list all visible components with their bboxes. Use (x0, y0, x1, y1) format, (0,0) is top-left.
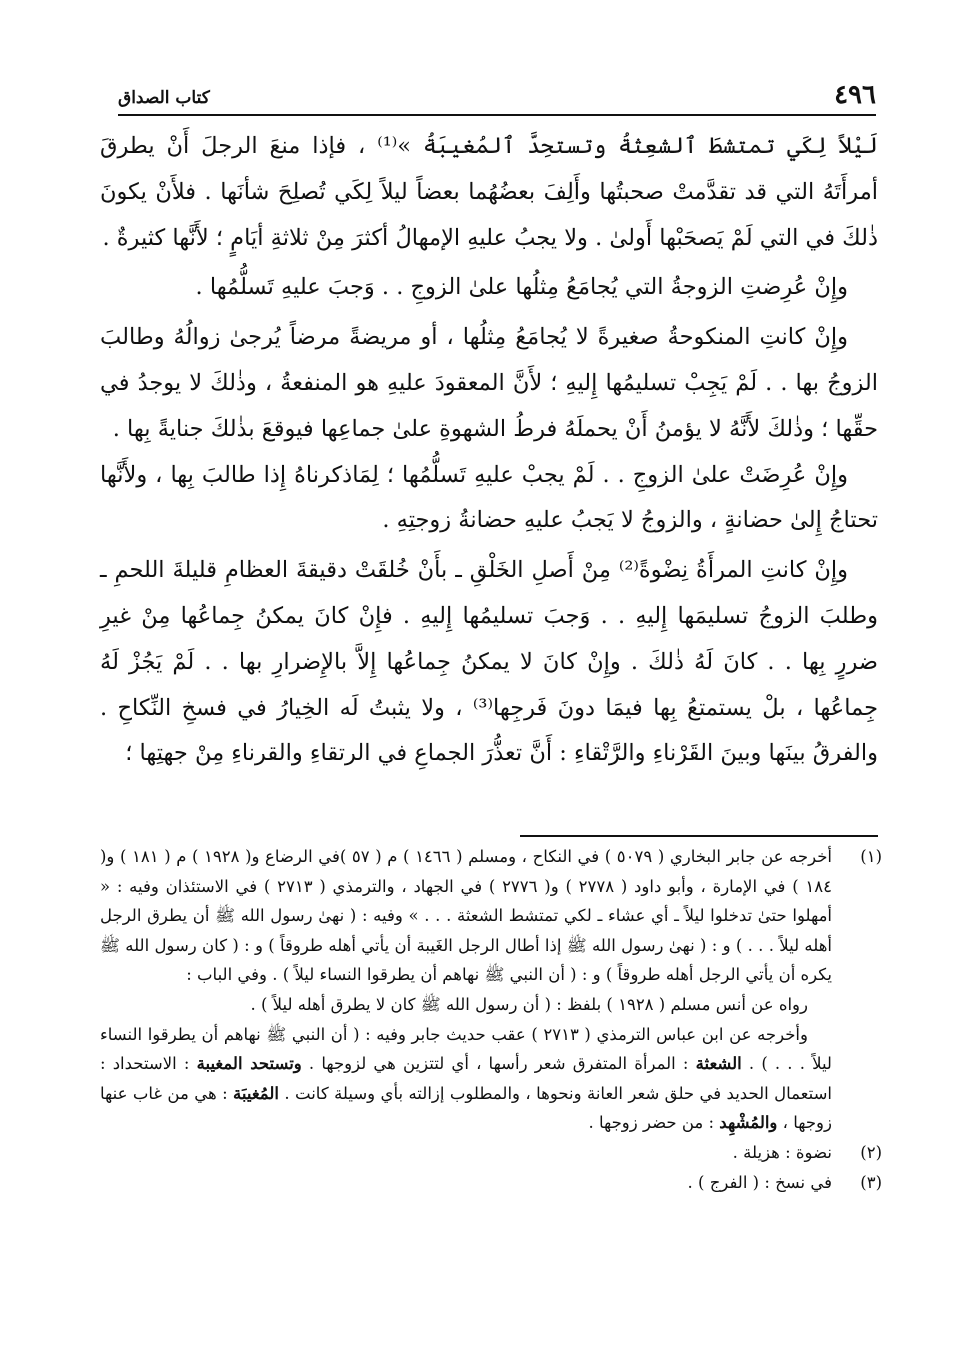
footnotes (100, 842, 882, 1197)
footnote-text (100, 1020, 832, 1138)
glossary-term: وتستحد المغيبة (196, 1054, 302, 1074)
main-text (100, 124, 878, 777)
footnote-1 (100, 842, 882, 1138)
footnote-text: نضوة : هزيلة . (732, 1142, 832, 1162)
footnote-body (100, 842, 832, 1138)
footnote-separator (520, 835, 878, 837)
glossary-definition: : المرأة المتفرق شعر رأسها ، أي لتتزين هي لزوجها . (308, 1054, 689, 1074)
paragraph: وإِنْ عُرِضَتْ علىٰ الزوجِ . . لَمْ يجبْ عليهِ تَسلُّمُها ؛ لِمَاذكرناهُ إِذا طالبَ بِها ، ولأَنَّها تحتاجُ إِلىٰ حضانةٍ ، والزوجُ لا يَجبُ عليهِ حضانةُ زوجتِهِ . (100, 461, 878, 534)
footnote-text: رواه عن أنس مسلم ( ١٩٢٨ ) بلفظ : ( أن رسول الله ﷺ كان لا يطرق أهله ليلاً ) . (250, 994, 808, 1014)
footnote-body (100, 1138, 832, 1168)
glossary-definition: : هي من غاب عنها زوجها ، (100, 1083, 832, 1133)
footnote-body (100, 1168, 832, 1198)
footnote-3 (100, 1168, 882, 1198)
footnote-2 (100, 1138, 882, 1168)
glossary-term: المُغيبَة (233, 1083, 279, 1103)
glossary-definition: : من حضر زوجها . (588, 1113, 715, 1133)
glossary-definition: : الاستحداد : استعمال الحديد في حلق شعر العانة ونحوها ، والمطلوب إزالته بأي وسيلة كانت . (100, 1054, 833, 1103)
footnote-number: (١) (860, 847, 882, 866)
running-title: كتاب الصداق (118, 88, 210, 108)
footnote-text: في نسخ : ( الفرج ) . (687, 1172, 832, 1192)
paragraph: وإِنْ كانتِ المنكوحةُ صغيرةً لا يُجامَعُ مِثلُها ، أو مريضةً مرضاً يُرجىٰ زوالُهُ وطالبَ الزوجُ بها . . لَمْ يَجِبْ تسليمُها إِليهِ ؛ لأَنَّ المعقودَ عليهِ هو المنفعةُ ، وذٰلكَ لا يوجدُ في حقِّها ؛ وذٰلكَ لأَنَّهُ لا يؤمنُ أَنْ يحملَهُ فرطُ الشهوةِ علىٰ جماعِها فيوقعَ بذٰلكَ جنايةً بِها . (100, 324, 878, 442)
paragraph: لَيْلاً لِكَي تمتشطَ ٱلشعِثةُ وتستحِدَّ ٱلمُغيبَةُ »⁽¹⁾ ، فإذا منعَ الرجلَ أَنْ يطرقَ أمرأَتَهُ التي قد تقدَّمتْ صحبتُها وأَلِفَ بعضُهُما بعضاً ليلاً لِكَي تُصلِحَ شأنَها . فلأَنْ يكونَ ذٰلكَ في التي لَمْ يَصحَبْها أَولىٰ . ولا يجبُ عليهِ الإمهالُ أكثرَ مِنْ ثلاثةِ أيَامٍ ؛ لأَنَّها كثيرةٌ . (100, 133, 878, 251)
page-number: ٤٩٦ (834, 80, 876, 110)
footnote-text: وأخرجه عن ابن عباس الترمذي ( ٢٧١٣ ) عقب حديث جابر وفيه : ( أن النبي ﷺ نهاهم أن يطرقوا النساء ليلاً . . . ) . (100, 1024, 832, 1074)
footnote-number: (٢) (860, 1142, 882, 1162)
glossary-term: الشعثة (695, 1054, 742, 1074)
footnote-number: (٣) (860, 1172, 882, 1192)
paragraph: وإِنْ عُرِضتِ الزوجةُ التي يُجامَعُ مِثلُها علىٰ الزوجِ . . وَجبَ عليهِ تَسلُّمُها . (195, 274, 848, 301)
paragraph: وإِنْ كانتِ المرأَةُ نِضْوةً⁽²⁾ مِنْ أَصلِ الخَلْقِ ـ بأَنْ خُلقَتْ دقيقةَ العظامِ قليلةَ اللحمِ ـ وطلبَ الزوجُ تسليمَها إِليهِ . . وَجبَ تسليمُها إِليهِ . فإِنْ كانَ يمكنُ جِماعُها مِنْ غيرِ ضررٍ بِها . . كانَ لَهُ ذٰلكَ . وإِنْ كانَ لا يمكنُ جِماعُها إِلاَّ بالإِضرارِ بها . . لَمْ يَجُزْ لَهُ جِماعُها ، بلْ يستمتعُ بِها فيمَا دونَ فَرجِها⁽³⁾ ، ولا يثبتُ لَه الخِيارُ في فسخِ النِّكاحِ . والفرقُ بينَها وبينَ القَرْناءِ والرَّتْقاءِ : أَنَّ تعذُّرَ الجماعِ في الرتقاءِ والقرناءِ مِنْ جهتِها ؛ (100, 557, 878, 767)
footnote-text: أخرجه عن جابر البخاري ( ٥٠٧٩ ) في النكاح ، ومسلم ( ١٤٦٦ ) م ( ٥٧ )في الرضاع و( ١٩٢٨ ) م ( ١٨١ ) و( ١٨٤ ) في الإمارة ، وأبو داود ( ٢٧٧٨ ) و( ٢٧٧٦ ) في الجهاد ، والترمذي ( ٢٧١٣ ) في الاستئذان وفيه : « أمهلوا حتىٰ تدخلوا ليلاً ـ أي عشاء ـ لكي تمتشط الشعثة . . . » وفيه : ( نهىٰ رسول الله ﷺ أن يطرق الرجل أهله ليلاً . . . ) و : ( نهىٰ رسول الله ﷺ إذا أطال الرجل الغَيبة أن يأتي أهله طروقاً ) و : ( كان رسول الله ﷺ يكره أن يأتي الرجل أهله طروقاً ) و : ( أن النبي ﷺ نهاهم أن يطرقوا النساء ليلاً ) . وفي الباب : (100, 847, 832, 985)
page-header (118, 80, 876, 116)
glossary-term: والمُشْهِد (719, 1113, 778, 1133)
